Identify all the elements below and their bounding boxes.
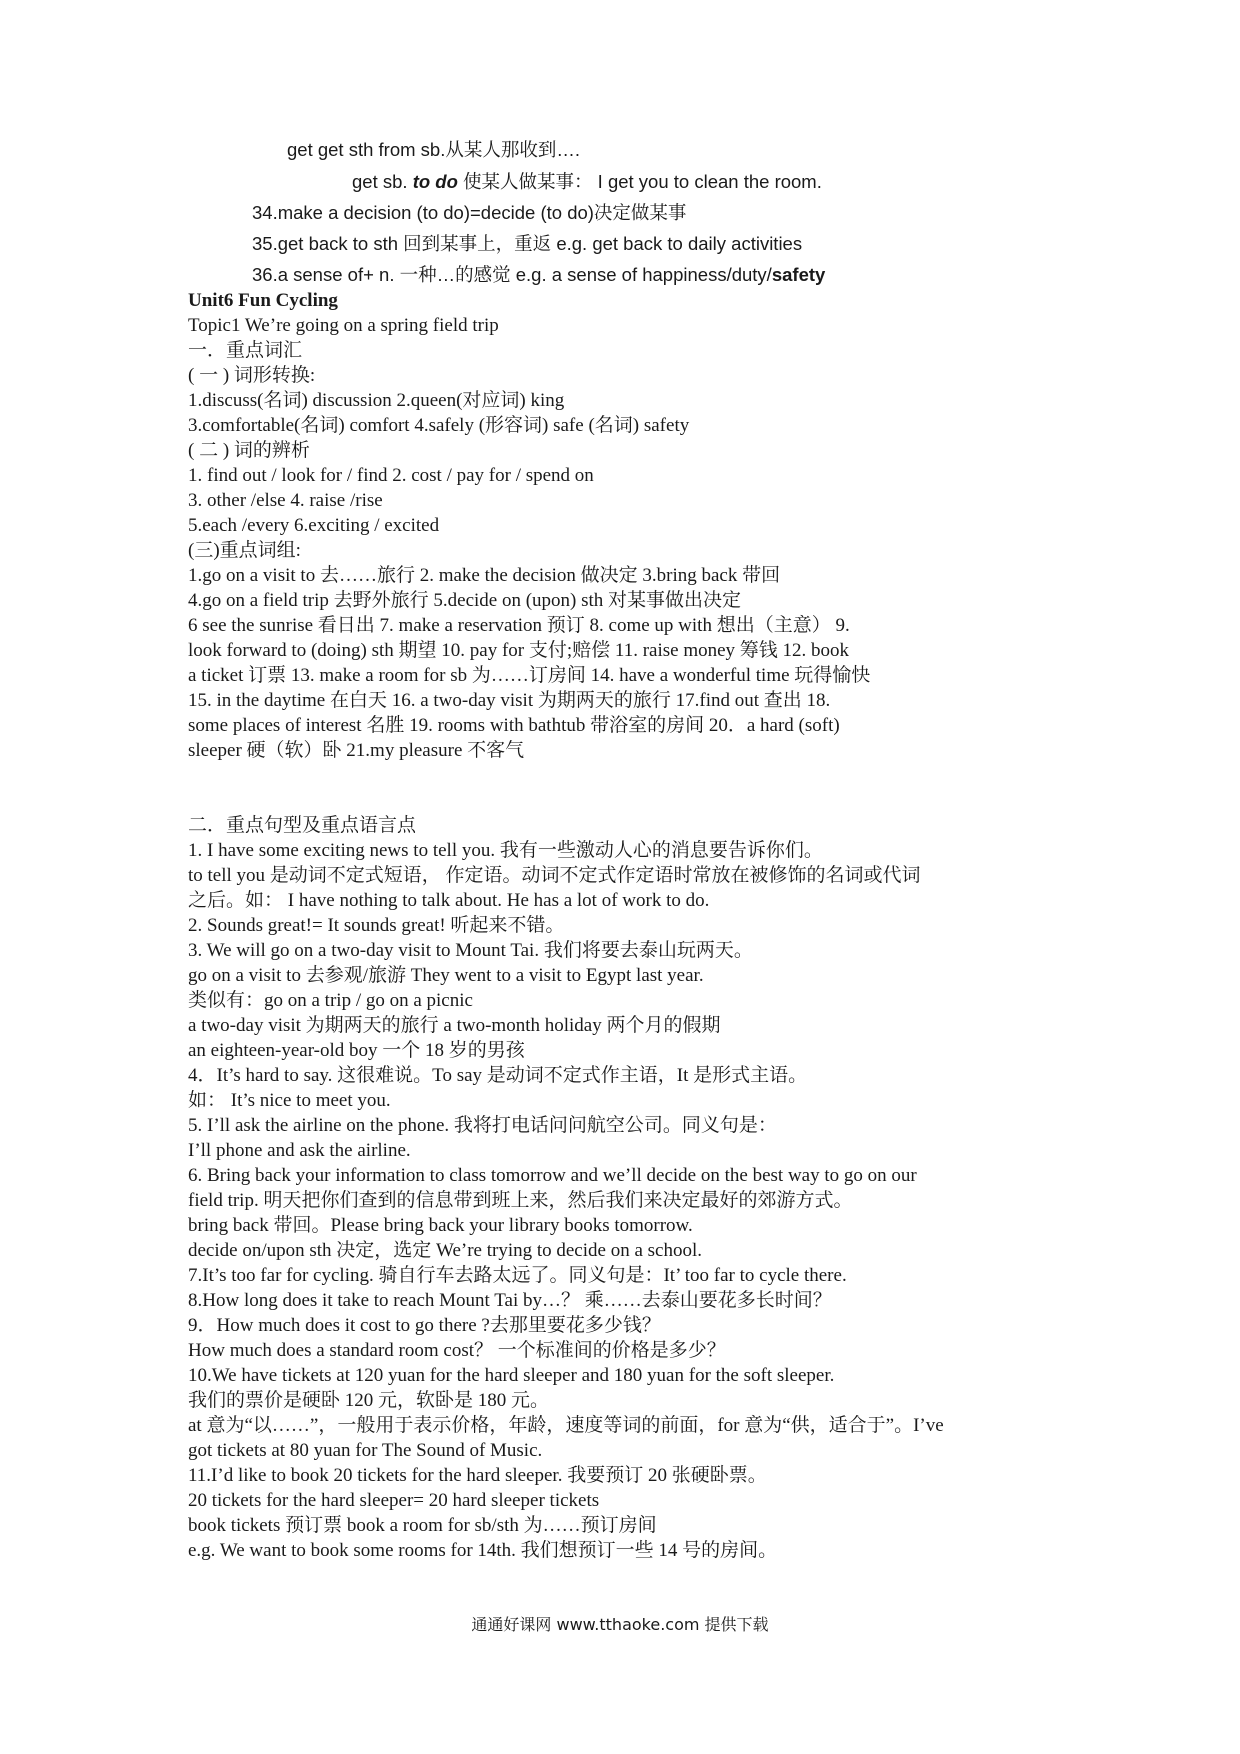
get-from-line: get get sth from sb.从某人那收到…. xyxy=(287,139,580,160)
safety-bold: safety xyxy=(771,264,826,285)
item-36-text: 36.a sense of+ n. 一种…的感觉 e.g. a sense of happiness/duty/ xyxy=(252,264,772,285)
sentence-line: 6. Bring back your information to class tomorrow and we’ll decide on the best way to go on our xyxy=(188,1165,917,1186)
phrases-line-1: 1.go on a visit to 去……旅行 2. make the decision 做决定 3.bring back 带回 xyxy=(188,565,781,586)
sentence-line: 类似有：go on a trip / go on a picnic xyxy=(188,990,473,1011)
unit-title: Unit6 Fun Cycling xyxy=(188,290,338,311)
word-form-line-1: 1.discuss(名词) discussion 2.queen(对应词) king xyxy=(188,390,565,411)
sentence-line: a two-day visit 为期两天的旅行 a two-month holiday 两个月的假期 xyxy=(188,1015,721,1036)
item-35: 35.get back to sth 回到某事上，重返 e.g. get back to daily activities xyxy=(252,233,803,254)
sentence-line: 4．It’s hard to say. 这很难说。To say 是动词不定式作主语，It 是形式主语。 xyxy=(188,1065,808,1086)
sentence-line: 2. Sounds great!= It sounds great! 听起来不错。 xyxy=(188,915,565,936)
distinction-line-1: 1. find out / look for / find 2. cost / pay for / spend on xyxy=(188,465,594,486)
sentence-line: 5. I’ll ask the airline on the phone. 我将打电话问问航空公司。同义句是： xyxy=(188,1115,777,1136)
sentence-line: 9．How much does it cost to go there ?去那里要花多少钱？ xyxy=(188,1315,661,1336)
sentence-line: book tickets 预订票 book a room for sb/sth 为……预订房间 xyxy=(188,1515,657,1536)
distinction-line-2: 3. other /else 4. raise /rise xyxy=(188,490,383,511)
get-sb-to-do-line xyxy=(352,169,822,194)
sentence-line: 我们的票价是硬卧 120 元，软卧是 180 元。 xyxy=(188,1390,550,1411)
sentence-line: decide on/upon sth 决定，选定 We’re trying to decide on a school. xyxy=(188,1240,702,1261)
sentence-line: 7.It’s too far for cycling. 骑自行车去路太远了。同义句是：It’ too far to cycle there. xyxy=(188,1265,847,1286)
get-sb-example: 使某人做某事： I get you to clean the room. xyxy=(457,171,822,192)
sentence-line: go on a visit to 去参观/旅游 They went to a visit to Egypt last year. xyxy=(188,965,704,986)
page-footer: 通通好课网 www.tthaoke.com 提供下载 xyxy=(471,1615,769,1634)
sentence-line: got tickets at 80 yuan for The Sound of Music. xyxy=(188,1440,543,1461)
phrases-heading: (三)重点词组: xyxy=(188,540,301,561)
vocab-heading: 一．重点词汇 xyxy=(188,340,303,361)
sentence-line: 3. We will go on a two-day visit to Mount Tai. 我们将要去泰山玩两天。 xyxy=(188,940,753,961)
phrases-line-5: a ticket 订票 13. make a room for sb 为……订房间 14. have a wonderful time 玩得愉快 xyxy=(188,665,871,686)
sentence-line: 之后。如： I have nothing to talk about. He has a lot of work to do. xyxy=(188,890,710,911)
phrases-line-2: 4.go on a field trip 去野外旅行 5.decide on (upon) sth 对某事做出决定 xyxy=(188,590,742,611)
word-form-heading: ( 一 ) 词形转换: xyxy=(188,365,316,386)
sentence-line: 11.I’d like to book 20 tickets for the hard sleeper. 我要预订 20 张硬卧票。 xyxy=(188,1465,767,1486)
sentence-line: How much does a standard room cost？ 一个标准间的价格是多少？ xyxy=(188,1340,726,1361)
topic-title: Topic1 We’re going on a spring field trip xyxy=(188,315,499,336)
sentence-line: 1. I have some exciting news to tell you. 我有一些激动人心的消息要告诉你们。 xyxy=(188,840,823,861)
sentence-line: at 意为“以……”，一般用于表示价格，年龄，速度等词的前面，for 意为“供，适合于”。I’ve xyxy=(188,1415,944,1436)
word-form-line-2: 3.comfortable(名词) comfort 4.safely (形容词) safe (名词) safety xyxy=(188,415,690,436)
sentence-line: 10.We have tickets at 120 yuan for the hard sleeper and 180 yuan for the soft sleeper. xyxy=(188,1365,835,1386)
sentence-line: 8.How long does it take to reach Mount Tai by…？ 乘……去泰山要花多长时间？ xyxy=(188,1290,832,1311)
sentence-line: 如： It’s nice to meet you. xyxy=(188,1090,391,1111)
get-sb-text: get sb. xyxy=(352,171,413,192)
sentence-line: to tell you 是动词不定式短语， 作定语。动词不定式作定语时常放在被修饰的名词或代词 xyxy=(188,865,921,886)
phrases-line-4: look forward to (doing) sth 期望 10. pay for 支付;赔偿 11. raise money 筹钱 12. book xyxy=(188,640,850,661)
sentences-heading: 二．重点句型及重点语言点 xyxy=(188,815,417,836)
sentence-line: field trip. 明天把你们查到的信息带到班上来，然后我们来决定最好的郊游方式。 xyxy=(188,1190,853,1211)
to-do-emphasis: to do xyxy=(412,171,458,192)
sentence-line: an eighteen-year-old boy 一个 18 岁的男孩 xyxy=(188,1040,525,1061)
item-36 xyxy=(252,262,825,287)
sentence-line: I’ll phone and ask the airline. xyxy=(188,1140,411,1161)
item-34: 34.make a decision (to do)=decide (to do)决定做某事 xyxy=(252,202,687,223)
phrases-line-8: sleeper 硬（软）卧 21.my pleasure 不客气 xyxy=(188,740,525,761)
distinction-heading: ( 二 ) 词的辨析 xyxy=(188,440,310,461)
sentence-line: bring back 带回。Please bring back your library books tomorrow. xyxy=(188,1215,693,1236)
phrases-line-7: some places of interest 名胜 19. rooms with bathtub 带浴室的房间 20．a hard (soft) xyxy=(188,715,840,736)
phrases-line-6: 15. in the daytime 在白天 16. a two-day visit 为期两天的旅行 17.find out 查出 18. xyxy=(188,690,831,711)
sentence-line: e.g. We want to book some rooms for 14th. 我们想预订一些 14 号的房间。 xyxy=(188,1540,778,1561)
sentence-line: 20 tickets for the hard sleeper= 20 hard sleeper tickets xyxy=(188,1490,600,1511)
distinction-line-3: 5.each /every 6.exciting / excited xyxy=(188,515,440,536)
phrases-line-3: 6 see the sunrise 看日出 7. make a reservation 预订 8. come up with 想出（主意） 9. xyxy=(188,615,850,636)
